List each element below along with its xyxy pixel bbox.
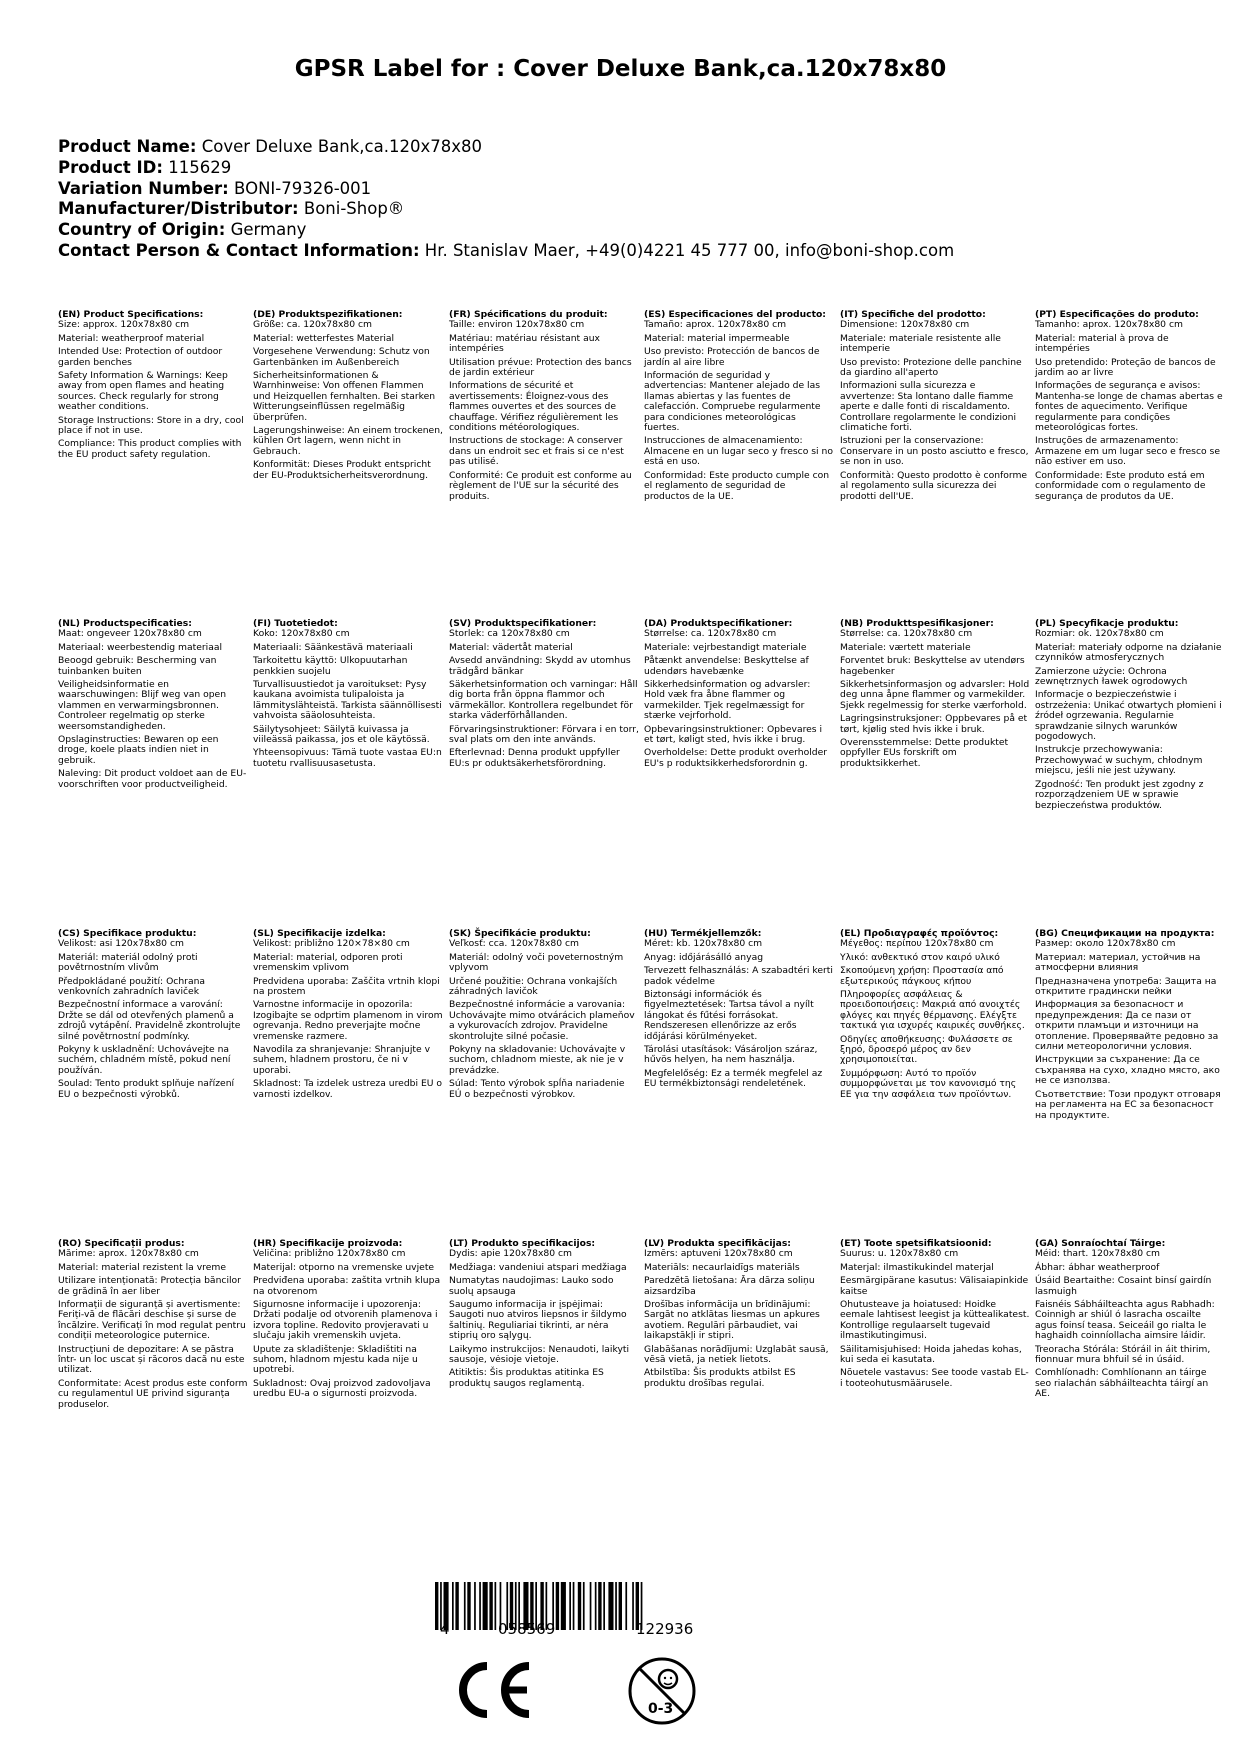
language-spec-item: Material: weatherproof material	[58, 332, 205, 344]
barcode-bar	[590, 1582, 592, 1630]
barcode-bar	[479, 1582, 481, 1630]
language-spec-item: Méret: kb. 120x78x80 cm	[644, 938, 763, 950]
language-spec-block	[840, 619, 1030, 772]
language-spec-item: Materiaali: Säänkestävä materiaali	[253, 641, 413, 653]
language-spec-item: Materiál: materiál odolný proti povětrnostním vlivům	[58, 951, 198, 974]
language-spec-item: Varnostne informacije in opozorila: Izogibajte se odprtim plamenom in virom ogrevanja. Redno preverjajte močne vremenske razmere.	[253, 999, 443, 1042]
language-spec-item: Material: material impermeable	[644, 332, 790, 344]
language-spec-item: Πληροφορίες ασφάλειας & προειδοποιήσεις: Μακριά από ανοιχτές φλόγες και πηγές θέρμανσης. Ελέγξτε τακτικά για ισχυρές καιρικές συνθήκες.	[840, 989, 1025, 1032]
language-spec-heading: (SK) Špecifikácie produktu:	[449, 928, 591, 939]
language-spec-block	[58, 929, 248, 1103]
product-field-label: Product ID:	[58, 157, 163, 177]
language-spec-item: Atitiktis: Šis produktas atitinka ES produktų saugos reglamentą.	[449, 1367, 604, 1389]
language-spec-item: Upute za skladištenje: Skladištiti na suhom, hladnom mjestu kada nije u upotrebi.	[253, 1343, 418, 1376]
barcode-bar	[452, 1582, 454, 1630]
language-spec-item: Materiał: materiały odporne na działanie czynników atmosferycznych	[1035, 641, 1222, 664]
barcode-digits-right: 122936	[636, 1620, 694, 1638]
language-spec-item: Taille: environ 120x78x80 cm	[449, 319, 585, 331]
language-spec-item: Veličina: približno 120x78x80 cm	[253, 1248, 406, 1260]
language-spec-item: Informações de segurança e avisos: Mantenha-se longe de chamas abertas e fontes de aquecimento. Verifique regularmente para condições meteorológicas fortes.	[1035, 380, 1223, 434]
page-title: GPSR Label for : Cover Deluxe Bank,ca.120x78x80	[294, 56, 947, 82]
language-spec-heading: (SL) Specifikacije izdelka:	[253, 928, 386, 939]
language-spec-item: Instrukcje przechowywania: Przechowywać w suchym, chłodnym miejscu, jeśli nie jest używany.	[1035, 744, 1203, 777]
language-spec-item: Materiale: vejrbestandigt materiale	[644, 641, 807, 653]
language-spec-block	[253, 310, 443, 484]
language-spec-item: Informații de siguranță și avertismente: Feriți-vă de flăcări deschise și surse de încălzire. Verificați în mod regulat pentru condiții meteorologice puternice.	[58, 1299, 246, 1342]
language-spec-item: Bezpečnostní informace a varování: Držte se dál od otevřených plamenů a zdrojů vytápění. Pravidelně zkontrolujte silné povětrnostní podmínky.	[58, 999, 241, 1042]
age-label: 0-3	[648, 1701, 674, 1717]
language-spec-item: Anyag: időjárásálló anyag	[644, 951, 764, 963]
language-spec-heading: (LT) Produkto specifikacijos:	[449, 1238, 596, 1249]
language-spec-heading: (DE) Produktspezifikationen:	[253, 309, 403, 320]
barcode-bar	[489, 1582, 492, 1630]
barcode-bar	[608, 1582, 613, 1630]
language-spec-item: Conformità: Questo prodotto è conforme al regolamento sulla sicurezza dei prodotti dell'UE.	[840, 469, 1028, 502]
language-spec-block	[840, 310, 1030, 505]
barcode-bar	[615, 1582, 617, 1630]
product-field-value: Germany	[230, 220, 307, 240]
language-spec-heading: (NL) Productspecificaties:	[58, 618, 192, 629]
language-spec-item: Laikymo instrukcijos: Nenaudoti, laikyti sausoje, vėsioje vietoje.	[449, 1343, 630, 1366]
language-spec-item: Pokyny k uskladnění: Uchovávejte na suchém, chladném místě, pokud není používán.	[58, 1044, 231, 1076]
language-spec-heading: (HR) Specifikacije proizvoda:	[253, 1238, 403, 1249]
language-spec-heading: (GA) Sonraíochtaí Táirge:	[1035, 1238, 1166, 1249]
barcode-bar	[619, 1582, 622, 1630]
language-spec-item: Size: approx. 120x78x80 cm	[58, 319, 190, 331]
language-spec-item: Informazioni sulla sicurezza e avvertenze: Sta lontano dalle fiamme aperte e dalle fonti di riscaldamento. Controllare regolarmente le condizioni climatiche forti.	[840, 380, 1016, 434]
language-spec-item: Σκοπούμενη χρήση: Προστασία από εξωτερικούς πάγκους κήπου	[840, 965, 1004, 987]
language-spec-item: Konformität: Dieses Produkt entspricht der EU-Produktsicherheitsverordnung.	[253, 459, 431, 481]
language-spec-block	[644, 1239, 834, 1392]
language-spec-item: Vorgesehene Verwendung: Schutz von Gartenbänken im Außenbereich	[253, 346, 430, 368]
language-spec-item: Materjal: ilmastikukindel materjal	[840, 1261, 994, 1273]
language-spec-item: Eesmärgipärane kasutus: Välisaiapinkide kaitse	[840, 1275, 1029, 1297]
language-spec-block	[253, 1239, 443, 1403]
language-spec-item: Lagringsinstruksjoner: Oppbevares på et tørt, kjølig sted hvis ikke i bruk.	[840, 713, 1028, 735]
barcode-bar	[598, 1582, 601, 1630]
language-spec-block	[58, 310, 248, 463]
language-spec-item: Veľkosť: cca. 120x78x80 cm	[449, 938, 579, 950]
language-spec-heading: (PT) Especificações do produto:	[1035, 309, 1199, 320]
language-spec-item: Turvallisuustiedot ja varoitukset: Pysy kaukana avoimista tulipaloista ja lämmityslähteistä. Tarkista säännöllisesti vahvoista sääolosuhteista.	[253, 679, 442, 722]
language-spec-block	[840, 929, 1030, 1103]
language-spec-item: Pokyny na skladovanie: Uchovávajte v suchom, chladnom mieste, ak nie je v prevádzke.	[449, 1044, 626, 1076]
language-spec-heading: (HU) Termékjellemzők:	[644, 928, 762, 939]
language-spec-item: Uso pretendido: Proteção de bancos de jardim ao ar livre	[1035, 356, 1216, 379]
language-spec-item: Saugumo informacija ir įspėjimai: Saugoti nuo atviros liepsnos ir šildymo šaltinių. Reguliariai tikrinti, ar nėra stiprių oro sąlygų.	[449, 1299, 627, 1342]
language-spec-heading: (RO) Specificații produs:	[58, 1238, 185, 1249]
language-spec-block	[1035, 1239, 1225, 1403]
product-field-label: Variation Number:	[58, 178, 229, 198]
language-spec-heading: (LV) Produkta specifikācijas:	[644, 1238, 791, 1249]
language-spec-item: Rozmiar: ok. 120x78x80 cm	[1035, 628, 1164, 640]
product-field	[58, 241, 954, 262]
language-spec-item: Μέγεθος: περίπου 120x78x80 cm	[840, 938, 994, 950]
language-spec-item: Συμμόρφωση: Αυτό το προϊόν συμμορφώνεται με τον κανονισμό της ΕΕ για την ασφάλεια των προϊόντων.	[840, 1067, 1017, 1100]
product-field-label: Contact Person & Contact Information:	[58, 240, 420, 260]
language-spec-item: Υλικό: ανθεκτικό στον καιρό υλικό	[840, 951, 1000, 963]
language-spec-block	[253, 619, 443, 772]
language-spec-item: Beoogd gebruik: Bescherming van tuinbanken buiten	[58, 655, 217, 677]
language-spec-item: Conformitate: Acest produs este conform cu regulamentul UE privind siguranța produselor.	[58, 1377, 248, 1410]
language-spec-item: Instruções de armazenamento: Armazene em um lugar seco e fresco se não estiver em uso.	[1035, 435, 1220, 468]
language-spec-item: Overholdelse: Dette produkt overholder EU's p roduktsikkerhedsforordnin g.	[644, 747, 828, 769]
language-spec-item: Информация за безопасност и предупреждения: Да се пази от открити пламъци и източници на отопление. Проверявайте редовно за силни метеорологични условия.	[1035, 999, 1219, 1053]
product-field	[58, 220, 954, 241]
language-spec-item: Mărime: aprox. 120x78x80 cm	[58, 1248, 199, 1260]
language-spec-item: Soulad: Tento produkt splňuje nařízení EU o bezpečnosti výrobků.	[58, 1078, 235, 1100]
language-spec-block	[58, 1239, 248, 1413]
language-spec-item: Instructions de stockage: A conserver dans un endroit sec et frais si ce n'est pas utilisé.	[449, 435, 624, 468]
barcode-bar	[595, 1582, 597, 1630]
language-spec-item: Paredzētā lietošana: Āra dārza soliņu aizsardzība	[644, 1275, 815, 1297]
language-spec-block	[449, 619, 639, 772]
barcode-bar	[474, 1582, 476, 1630]
barcode-bar	[467, 1582, 470, 1630]
language-spec-item: Atbilstība: Šis produkts atbilst ES produktu drošības regulai.	[644, 1367, 796, 1389]
language-spec-block	[449, 1239, 639, 1392]
barcode-bar	[632, 1582, 634, 1630]
language-spec-item: Sigurnosne informacije i upozorenja: Držati podalje od otvorenih plamenova i izvora topline. Redovito provjeravati u slučaju jakih vremenskih uvjeta.	[253, 1299, 438, 1342]
language-spec-item: Glabāšanas norādījumi: Uzglabāt sausā, vēsā vietā, ja netiek lietots.	[644, 1343, 829, 1366]
language-spec-item: Материал: материал, устойчив на атмосферни влияния	[1035, 951, 1201, 974]
language-spec-item: Dimensione: 120x78x80 cm	[840, 319, 970, 331]
language-spec-item: Lagerungshinweise: An einem trockenen, kühlen Ort lagern, wenn nicht in Gebrauch.	[253, 425, 443, 457]
product-field-label: Manufacturer/Distributor:	[58, 199, 299, 219]
language-spec-item: Sicherheitsinformationen & Warnhinweise: Von offenen Flammen und Heizquellen fernhalten. Bei starken Witterungseinflüssen regelmäßig überprüfen.	[253, 370, 436, 423]
language-spec-item: Skladnost: Ta izdelek ustreza uredbi EU o varnosti izdelkov.	[253, 1078, 443, 1100]
language-spec-heading: (ET) Toote spetsifikatsioonid:	[840, 1238, 992, 1249]
language-spec-item: Compliance: This product complies with the EU product safety regulation.	[58, 438, 242, 460]
language-spec-item: Información de seguridad y advertencias: Mantener alejado de las llamas abiertas y las fuentes de calefacción. Compruebe regularmente para condiciones meteorológicas fuertes.	[644, 370, 821, 434]
language-spec-item: Säilytysohjeet: Säilytä kuivassa ja viileässä paikassa, jos et ole käytössä.	[253, 723, 430, 746]
language-spec-heading: (FR) Spécifications du produit:	[449, 309, 608, 320]
language-spec-item: Méid: thart. 120x78x80 cm	[1035, 1248, 1160, 1260]
product-field	[58, 158, 954, 179]
language-spec-item: Istruzioni per la conservazione: Conservare in un posto asciutto e fresco, se non in uso.	[840, 435, 1029, 468]
language-spec-item: Predviđena uporaba: zaštita vrtnih klupa na otvorenom	[253, 1275, 441, 1297]
language-spec-item: Conformidade: Este produto está em conformidade com o regulamento de segurança de produtos da UE.	[1035, 469, 1206, 502]
language-spec-item: Materiaal: weerbestendig materiaal	[58, 641, 223, 653]
language-spec-item: Materiāls: necaurlaidīgs materiāls	[644, 1261, 800, 1273]
language-spec-heading: (IT) Specifiche del prodotto:	[840, 309, 986, 320]
language-spec-item: Materijal: otporno na vremenske uvjete	[253, 1261, 435, 1273]
barcode-bar	[483, 1582, 488, 1630]
language-spec-item: Biztonsági információk és figyelmeztetések: Tartsa távol a nyílt lángokat és fűtési forrásokat. Rendszeresen ellenőrizze az erős időjárási körülményeket.	[644, 989, 814, 1042]
language-spec-item: Material: material rezistent la vreme	[58, 1261, 226, 1273]
language-spec-item: Material: material à prova de intempéries	[1035, 332, 1169, 355]
language-spec-item: Tamanho: aprox. 120x78x80 cm	[1035, 319, 1183, 331]
language-spec-item: Съответствие: Този продукт отговаря на регламента на ЕС за безопасност на продуктите.	[1035, 1088, 1221, 1121]
language-spec-item: Инструкции за съхранение: Да се съхранява на сухо, хладно място, ако не се използва.	[1035, 1054, 1220, 1087]
barcode-bar	[455, 1582, 458, 1630]
language-spec-item: Tamaño: aprox. 120x78x80 cm	[644, 319, 787, 331]
language-spec-item: Storlek: ca 120x78x80 cm	[449, 628, 570, 640]
language-spec-item: Conformité: Ce produit est conforme au règlement de l'UE sur la sécurité des produits.	[449, 469, 632, 502]
language-spec-item: Materiál: odolný voči poveternostným vplyvom	[449, 951, 624, 974]
language-spec-item: Tárolási utasítások: Vásároljon száraz, hűvös helyen, ha nem használja.	[644, 1044, 818, 1066]
language-spec-heading: (EL) Προδιαγραφές προϊόντος:	[840, 928, 999, 939]
language-spec-heading: (BG) Спецификации на продукта:	[1035, 928, 1215, 939]
language-spec-item: Drošības informācija un brīdinājumi: Sargāt no atklātas liesmas un apkures avotiem. Regulāri pārbaudiet, vai laikapstākļi ir stipri.	[644, 1299, 820, 1342]
language-spec-block	[253, 929, 443, 1103]
language-spec-block	[644, 929, 834, 1093]
product-field	[58, 179, 954, 200]
language-spec-heading: (CS) Specifikace produktu:	[58, 928, 197, 939]
language-spec-item: Utilisation prévue: Protection des bancs de jardin extérieur	[449, 356, 632, 379]
language-spec-block	[449, 929, 639, 1103]
language-spec-item: Bezpečnostné informácie a varovania: Uchovávajte mimo otvárácich plameňov a vykurovacích zdrojov. Pravidelne skontrolujte silné počasie.	[449, 999, 635, 1042]
barcode-digits-middle: 058569	[498, 1620, 556, 1638]
language-spec-item: Comhlíonadh: Comhlíonann an táirge seo rialachán sábháilteachta táirgí an AE.	[1035, 1367, 1209, 1400]
language-spec-item: Intended Use: Protection of outdoor garden benches	[58, 346, 223, 368]
barcode-bar	[464, 1582, 466, 1630]
language-spec-item: Zamierzone użycie: Ochrona zewnętrznych ławek ogrodowych	[1035, 665, 1188, 688]
language-spec-item: Tarkoitettu käyttö: Ulkopuutarhan penkkien suojelu	[253, 655, 408, 677]
language-spec-item: Megfelelőség: Ez a termék megfelel az EU termékbiztonsági rendeletének.	[644, 1067, 823, 1090]
language-spec-item: Informations de sécurité et avertissements: Éloignez-vous des flammes ouvertes et des sources de chauffage. Vérifiez régulièrement les conditions météorologiques.	[449, 380, 619, 434]
barcode-bar	[495, 1582, 497, 1630]
barcode-bar	[573, 1582, 575, 1630]
language-spec-item: Faisnéis Sábháilteachta agus Rabhadh: Coinnigh ar shiúl ó lasracha oscailte agus foinsí teasa. Seiceáil go rialta le haghaidh coinníollacha aimsire láidir.	[1035, 1299, 1215, 1342]
language-spec-item: Koko: 120x78x80 cm	[253, 628, 350, 640]
language-spec-item: Sikkerhetsinformasjon og advarsler: Hold deg unna åpne flammer og varmekilder. Sjekk regelmessig for sterke værforhold.	[840, 679, 1030, 711]
language-spec-heading: (ES) Especificaciones del producto:	[644, 309, 826, 320]
product-field-value: Hr. Stanislav Maer, +49(0)4221 45 777 00, info@boni-shop.com	[424, 240, 955, 260]
language-spec-item: Material: vädertåt material	[449, 641, 573, 653]
language-spec-block	[1035, 929, 1225, 1124]
language-spec-item: Suurus: u. 120x78x80 cm	[840, 1248, 959, 1260]
product-info	[58, 137, 954, 262]
language-spec-item: Numatytas naudojimas: Lauko sodo suolų apsauga	[449, 1275, 614, 1297]
language-spec-item: Úsáid Beartaithe: Cosaint binsí gairdín lasmuigh	[1035, 1275, 1212, 1297]
language-spec-item: Säkerhetsinformation och varningar: Håll dig borta från öppna flammor och värmekällor. Kontrollera regelbundet för starka väderförhållanden.	[449, 679, 638, 722]
language-spec-heading: (EN) Product Specifications:	[58, 309, 204, 320]
product-field	[58, 199, 954, 220]
language-spec-item: Veiligheidsinformatie en waarschuwingen: Blijf weg van open vlammen en verwarmingsbronnen. Controleer regelmatig op sterke weersomstandigheden.	[58, 679, 227, 732]
language-spec-item: Ohutusteave ja hoiatused: Hoidke eemale lahtisest leegist ja küttealikatest. Kontrollige regulaarselt tugevaid ilmastikutingimusi.	[840, 1299, 1030, 1342]
language-spec-item: Informacje o bezpieczeństwie i ostrzeżenia: Unikać otwartych płomieni i źródeł ogrzewania. Regularnie sprawdzanie silnych warunków pogodowych.	[1035, 689, 1222, 743]
language-spec-item: Predvidena uporaba: Zaščita vrtnih klopi na prostem	[253, 975, 440, 998]
language-spec-item: Izmērs: aptuveni 120x78x80 cm	[644, 1248, 793, 1260]
language-spec-item: Avsedd användning: Skydd av utomhus trädgård bänkar	[449, 655, 631, 677]
age-warning-icon	[626, 1655, 698, 1727]
language-spec-heading: (FI) Tuotetiedot:	[253, 618, 338, 629]
language-spec-item: Velikost: približno 120×78×80 cm	[253, 938, 410, 950]
language-spec-item: Sikkerhedsinformation og advarsler: Hold væk fra åbne flammer og varmekilder. Tjek regelmæssigt for stærke vejrforhold.	[644, 679, 811, 722]
language-spec-item: Säilitamisjuhised: Hoida jahedas kohas, kui seda ei kasutata.	[840, 1343, 1022, 1366]
language-spec-item: Súlad: Tento výrobok spĺňa nariadenie EÚ o bezpečnosti výrobkov.	[449, 1078, 625, 1100]
language-spec-item: Dydis: apie 120x78x80 cm	[449, 1248, 572, 1260]
language-spec-item: Overensstemmelse: Dette produktet oppfyller EUs forskrift om produktsikkerhet.	[840, 737, 1009, 769]
language-spec-item: Förvaringsinstruktioner: Förvara i en torr, sval plats om den inte används.	[449, 723, 639, 746]
language-spec-item: Størrelse: ca. 120x78x80 cm	[840, 628, 973, 640]
language-spec-block	[1035, 310, 1225, 505]
barcode-bar	[561, 1582, 566, 1630]
language-spec-item: Instrucciones de almacenamiento: Almacene en un lugar seco y fresco si no está en uso.	[644, 435, 833, 468]
barcode-bar	[603, 1582, 605, 1630]
language-spec-heading: (SV) Produktspecifikationer:	[449, 618, 597, 629]
language-spec-item: Maat: ongeveer 120x78x80 cm	[58, 628, 202, 640]
language-spec-block	[644, 310, 834, 505]
product-field-value: Cover Deluxe Bank,ca.120x78x80	[201, 137, 482, 156]
language-spec-item: Nõuetele vastavus: See toode vastab EL-i tooteohutusmäärusele.	[840, 1367, 1029, 1389]
language-spec-item: Utilizare intenționată: Protecția băncilor de grădină în aer liber	[58, 1275, 241, 1297]
language-spec-item: Instrucțiuni de depozitare: A se păstra într- un loc uscat și răcoros dacă nu este utilizat.	[58, 1343, 245, 1376]
language-spec-block	[58, 619, 248, 793]
language-spec-item: Storage Instructions: Store in a dry, cool place if not in use.	[58, 414, 244, 437]
language-spec-heading: (PL) Specyfikacje produktu:	[1035, 618, 1179, 629]
language-spec-item: Efterlevnad: Denna produkt uppfyller EU:s pr oduktsäkerhetsförordning.	[449, 747, 620, 769]
language-spec-block	[449, 310, 639, 505]
language-spec-heading: (NB) Produkttspesifikasjoner:	[840, 618, 994, 629]
barcode-bar	[583, 1582, 585, 1630]
language-spec-item: Conformidad: Este producto cumple con el reglamento de seguridad de productos de la UE.	[644, 469, 830, 502]
language-spec-item: Určené použitie: Ochrana vonkajších záhradných lavičok	[449, 975, 618, 998]
language-spec-item: Materiale: værtett materiale	[840, 641, 971, 653]
barcode-bar	[556, 1582, 559, 1630]
language-spec-item: Größe: ca. 120x78x80 cm	[253, 319, 373, 331]
language-spec-item: Medžiaga: vandeniui atspari medžiaga	[449, 1261, 627, 1273]
product-field-value: 115629	[168, 157, 232, 177]
language-spec-item: Yhteensopivuus: Tämä tuote vastaa EU:n tuotetu rvallisuusasetusta.	[253, 747, 442, 769]
language-spec-item: Forventet bruk: Beskyttelse av utendørs hagebenker	[840, 655, 1025, 677]
ce-mark-icon	[451, 1660, 533, 1720]
language-spec-heading: (DA) Produktspecifikationer:	[644, 618, 793, 629]
language-spec-block	[1035, 619, 1225, 814]
barcode-bar	[435, 1582, 438, 1630]
language-spec-item: Uso previsto: Protección de bancos de jardín al aire libre	[644, 346, 820, 368]
language-spec-item: Zgodność: Ten produkt jest zgodny z rozporządzeniem UE w sprawie bezpieczeństwa produktów.	[1035, 778, 1204, 811]
language-spec-item: Οδηγίες αποθήκευσης: Φυλάσσετε σε ξηρό, δροσερό μέρος αν δεν χρησιμοποιείται.	[840, 1033, 1013, 1066]
language-spec-item: Treoracha Stórála: Stóráil in áit thirim, fionnuar mura bhfuil sé in úsáid.	[1035, 1343, 1211, 1366]
language-spec-item: Opslaginstructies: Bewaren op een droge, koele plaats indien niet in gebruik.	[58, 734, 219, 766]
product-field-label: Product Name:	[58, 137, 197, 156]
language-spec-item: Предназначена употреба: Защита на откритите градински пейки	[1035, 975, 1217, 998]
language-spec-block	[644, 619, 834, 772]
barcode-bar	[569, 1582, 571, 1630]
product-field-value: BONI-79326-001	[234, 178, 372, 198]
language-spec-item: Material: wetterfestes Material	[253, 332, 395, 344]
language-spec-item: Ábhar: ábhar weatherproof	[1035, 1261, 1160, 1273]
language-spec-item: Uso previsto: Protezione delle panchine da giardino all'aperto	[840, 356, 1022, 379]
language-spec-item: Materiale: materiale resistente alle intemperie	[840, 332, 1001, 355]
product-field	[58, 137, 954, 158]
language-spec-item: Påtænkt anvendelse: Beskyttelse af udendørs havebænke	[644, 655, 809, 677]
language-spec-item: Material: material, odporen proti vremenskim vplivom	[253, 951, 403, 974]
product-field-value: Boni-Shop®	[303, 199, 405, 219]
barcode-bar	[625, 1582, 627, 1630]
language-spec-item: Sukladnost: Ovaj proizvod zadovoljava uredbu EU-a o sigurnosti proizvoda.	[253, 1377, 431, 1400]
language-spec-item: Naleving: Dit product voldoet aan de EU-voorschriften voor productveiligheid.	[58, 768, 247, 790]
language-spec-item: Safety Information & Warnings: Keep away from open flames and heating sources. Check regularly for strong weather conditions.	[58, 370, 228, 413]
language-spec-item: Matériau: matériau résistant aux intempéries	[449, 332, 600, 355]
barcode-digit-left: 4	[440, 1620, 450, 1638]
language-spec-item: Velikost: asi 120x78x80 cm	[58, 938, 184, 950]
barcode-bar	[578, 1582, 581, 1630]
language-spec-item: Navodila za shranjevanje: Shranjujte v suhem, hladnem prostoru, če ni v uporabi.	[253, 1044, 431, 1076]
language-spec-block	[840, 1239, 1030, 1392]
language-spec-item: Размер: около 120x78x80 cm	[1035, 938, 1176, 950]
product-field-label: Country of Origin:	[58, 220, 226, 240]
language-spec-item: Størrelse: ca. 120x78x80 cm	[644, 628, 777, 640]
language-spec-item: Opbevaringsinstruktioner: Opbevares i et tørt, køligt sted, hvis ikke i brug.	[644, 723, 823, 746]
language-spec-item: Předpokládané použití: Ochrana venkovních zahradních laviček	[58, 975, 206, 998]
language-spec-item: Tervezett felhasználás: A szabadtéri kerti padok védelme	[644, 965, 833, 987]
